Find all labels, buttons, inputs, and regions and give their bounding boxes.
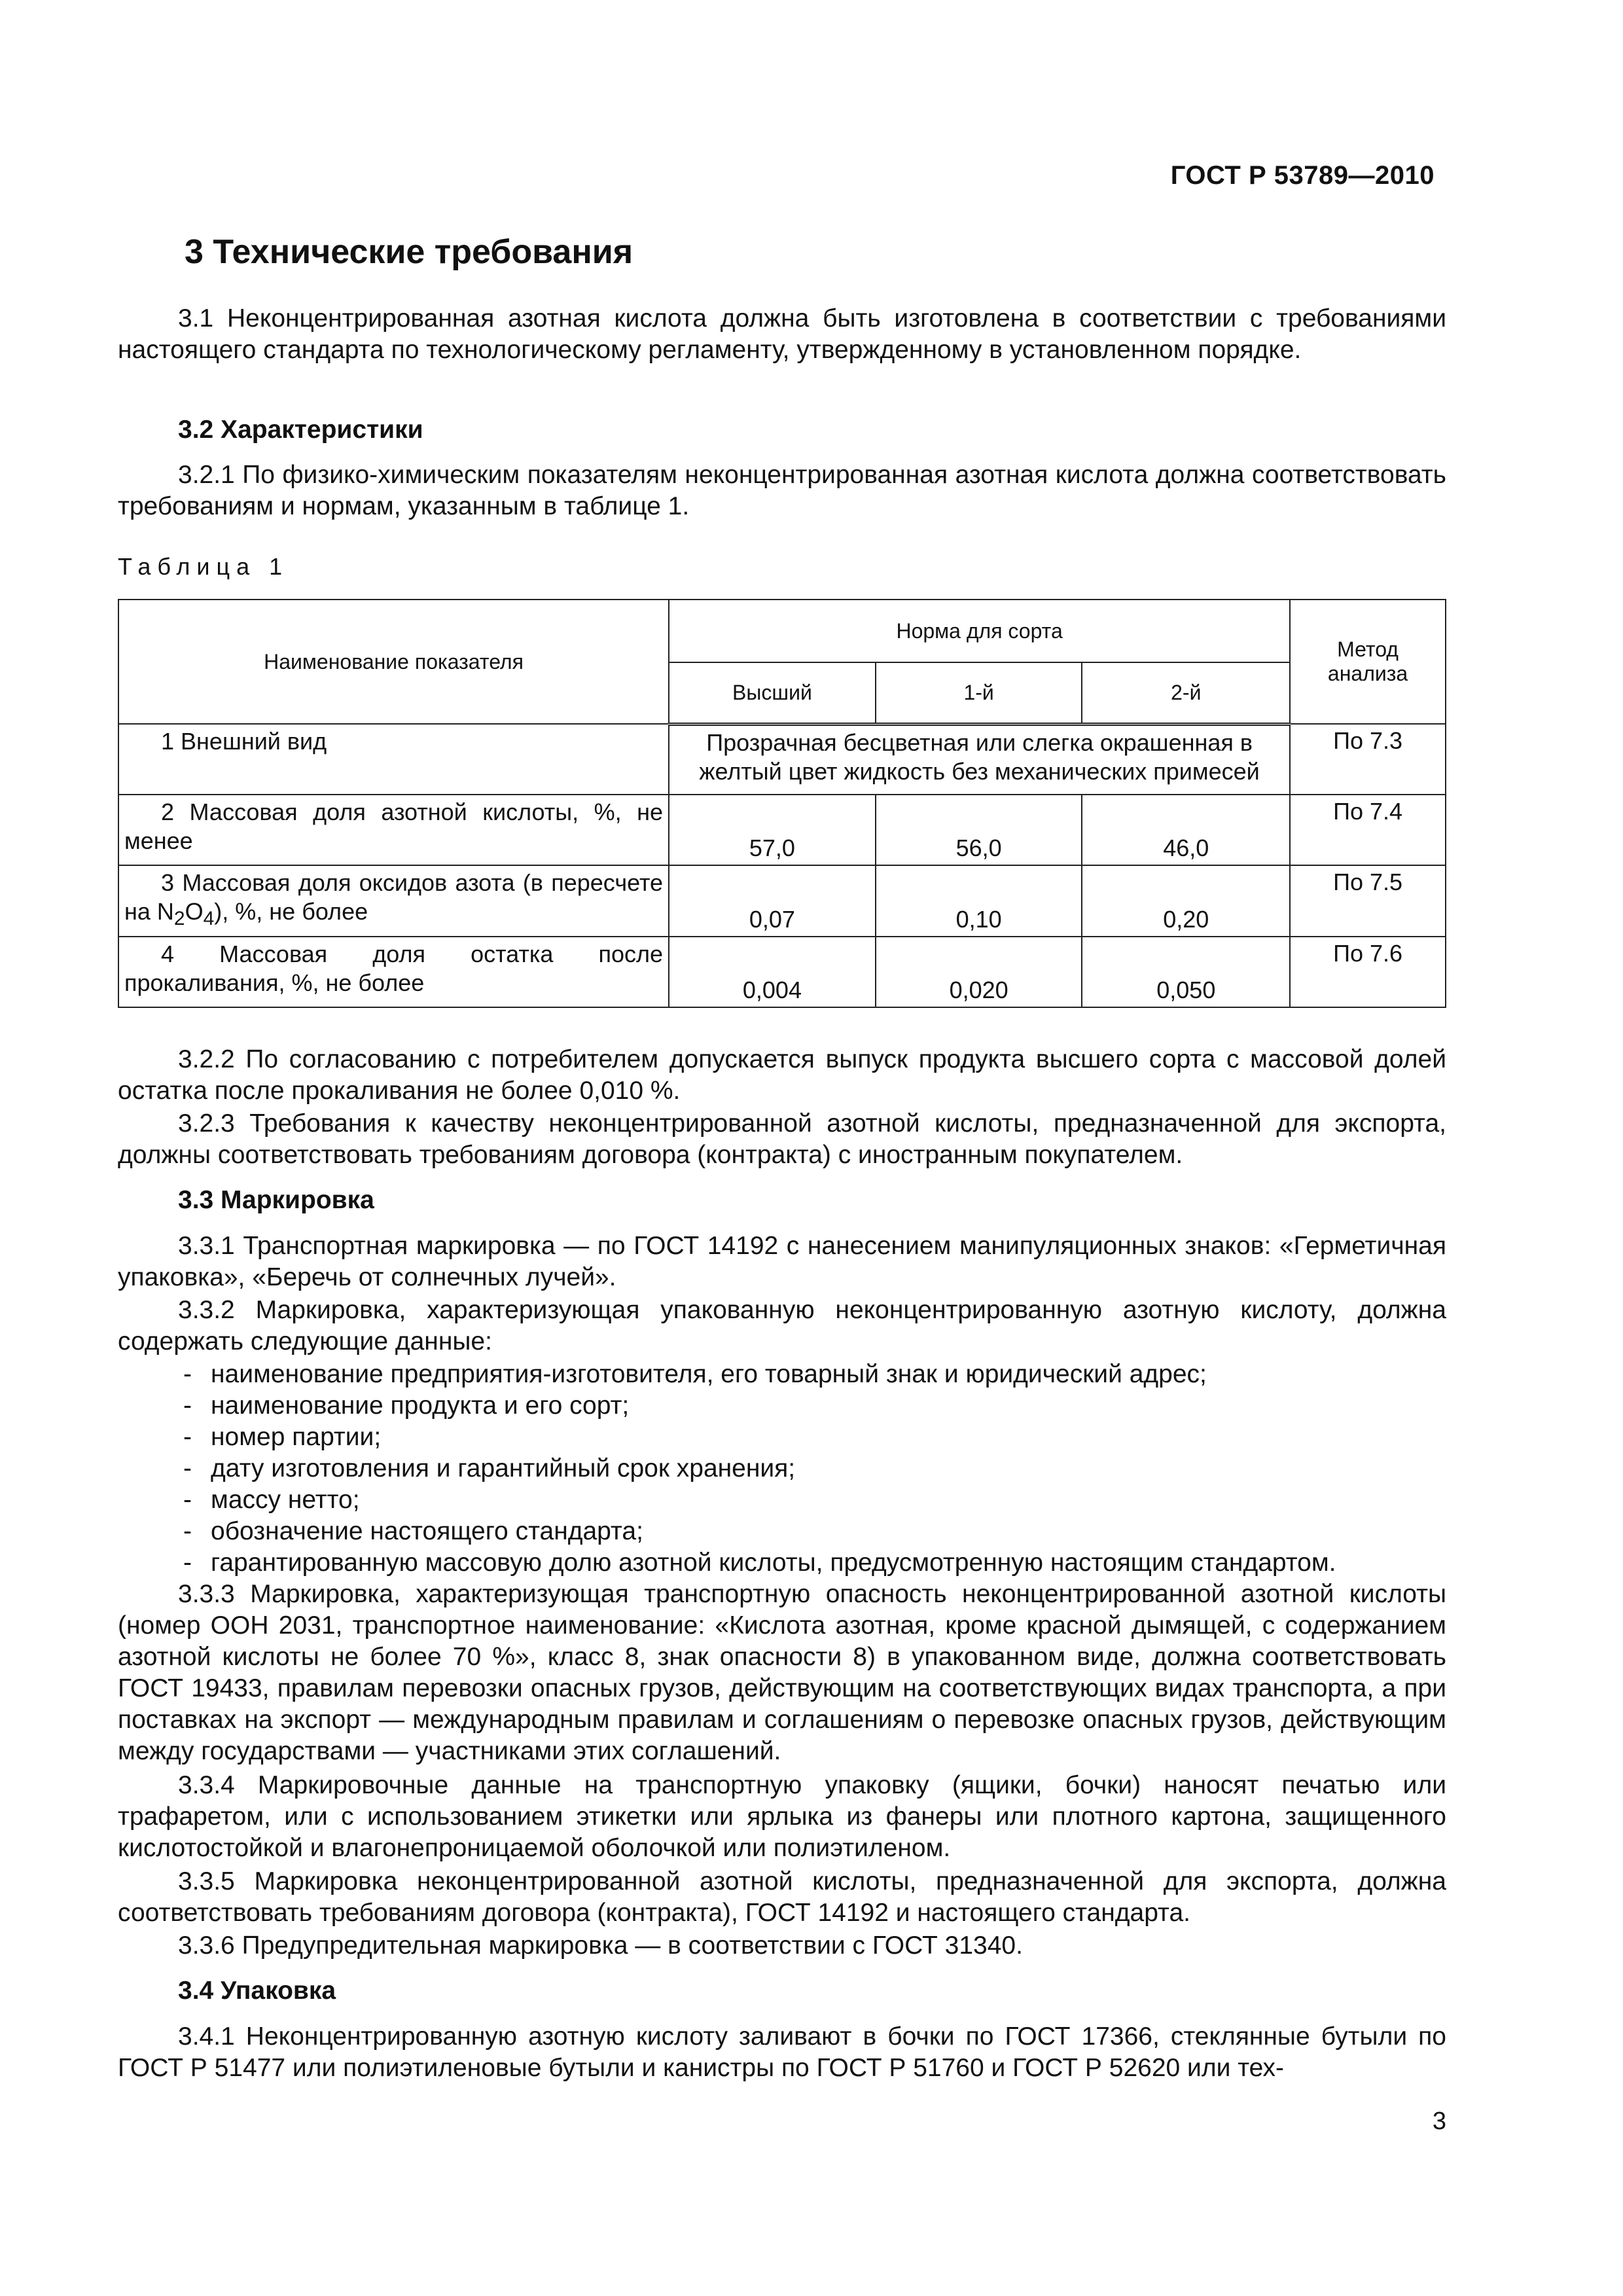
specification-table <box>118 599 1446 1008</box>
paragraph-3-4-1: 3.4.1 Неконцентрированную азотную кислоту заливают в бочки по ГОСТ 17366, стеклянные бутыли по ГОСТ Р 51477 или полиэтиленовые бутыли и канистры по ГОСТ Р 51760 и ГОСТ Р 52620 или тех- <box>118 2022 1446 2082</box>
list-item: - наименование предприятия-изготовителя, его товарный знак и юридический адрес; <box>183 1360 1207 1388</box>
row-merged-value: Прозрачная бесцветная или слегка окрашенная в желтый цвет жидкость без механических примесей <box>669 724 1290 795</box>
table-row <box>118 724 1446 795</box>
page-number: 3 <box>1432 2108 1446 2135</box>
paragraph-3-3-5: 3.3.5 Маркировка неконцентрированной азотной кислоты, предназначенной для экспорта, должна соответствовать требованиям договора (контракта), ГОСТ 14192 и настоящего стандарта. <box>118 1867 1446 1927</box>
row-name: 4 Массовая доля остатка после прокаливания, %, не более <box>118 937 669 1007</box>
row-value-top: 0,004 <box>669 937 876 1007</box>
section-title: 3 Технические требования <box>185 233 633 271</box>
paragraph-3-1: 3.1 Неконцентрированная азотная кислота должна быть изготовлена в соответствии с требованиями настоящего стандарта по технологическому регламенту, утвержденному в установленном порядке. <box>118 304 1446 364</box>
column-header-grade-2: 2-й <box>1082 662 1290 724</box>
column-header-grade-top: Высший <box>669 662 876 724</box>
paragraph-3-3-1: 3.3.1 Транспортная маркировка — по ГОСТ 14192 с нанесением манипуляционных знаков: «Герметичная упаковка», «Беречь от солнечных лучей». <box>118 1232 1446 1291</box>
paragraph-3-2-1: 3.2.1 По физико-химическим показателям неконцентрированная азотная кислота должна соответствовать требованиям и нормам, указанным в таблице 1. <box>118 461 1446 520</box>
list-item: - гарантированную массовую долю азотной кислоты, предусмотренную настоящим стандартом. <box>183 1549 1336 1577</box>
list-item: - наименование продукта и его сорт; <box>183 1391 630 1420</box>
row-name: 1 Внешний вид <box>118 724 669 795</box>
paragraph-3-3-6: 3.3.6 Предупредительная маркировка — в соответствии с ГОСТ 31340. <box>178 1931 1023 1960</box>
row-name: 2 Массовая доля азотной кислоты, %, не менее <box>118 795 669 865</box>
table-caption: Таблица 1 <box>118 553 289 580</box>
row-method: По 7.4 <box>1290 795 1446 865</box>
row-value-2: 0,050 <box>1082 937 1290 1007</box>
row-method: По 7.3 <box>1290 724 1446 795</box>
list-item: - дату изготовления и гарантийный срок хранения; <box>183 1454 796 1482</box>
column-header-norm: Норма для сорта <box>669 600 1290 662</box>
paragraph-3-3-3: 3.3.3 Маркировка, характеризующая транспортную опасность неконцентрированной азотной кислоты (номер ООН 2031, транспортное наименование: «Кислота азотная, кроме красной дымящей, с содержанием азотной кислоты не более 70 %», класс 8, знак опасности 8) в упакованном виде, должна соответствовать ГОСТ 19433, правилам перевозки опасных грузов, действующим на соответствующих видах транспорта, а при поставках на экспорт — международным правилам и соглашениям о перевозке опасных грузов, действующим между государствами — участниками этих соглашений. <box>118 1580 1446 1765</box>
column-header-name: Наименование показателя <box>118 600 669 724</box>
paragraph-3-3-4: 3.3.4 Маркировочные данные на транспортную упаковку (ящики, бочки) наносят печатью или трафаретом, или с использованием этикетки или ярлыка из фанеры или плотного картона, защищенного кислотостойкой и влагонепроницаемой оболочкой или полиэтиленом. <box>118 1771 1446 1862</box>
row-value-1: 0,10 <box>876 865 1082 937</box>
table-row <box>118 865 1446 937</box>
document-code: ГОСТ Р 53789—2010 <box>1170 161 1435 190</box>
subsection-heading-3-4: 3.4 Упаковка <box>178 1977 336 2005</box>
paragraph-3-2-3: 3.2.3 Требования к качеству неконцентрированной азотной кислоты, предназначенной для экспорта, должны соответствовать требованиям договора (контракта) с иностранным покупателем. <box>118 1109 1446 1169</box>
row-value-top: 57,0 <box>669 795 876 865</box>
row-value-2: 46,0 <box>1082 795 1290 865</box>
column-header-method: Метод анализа <box>1290 600 1446 724</box>
row-value-top: 0,07 <box>669 865 876 937</box>
table-row <box>118 937 1446 1007</box>
row-value-1: 56,0 <box>876 795 1082 865</box>
row-method: По 7.6 <box>1290 937 1446 1007</box>
column-header-grade-1: 1-й <box>876 662 1082 724</box>
subsection-heading-3-3: 3.3 Маркировка <box>178 1186 374 1214</box>
list-item: - массу нетто; <box>183 1486 360 1514</box>
marking-data-list <box>118 1359 1446 1579</box>
subsection-heading-3-2: 3.2 Характеристики <box>178 416 423 444</box>
row-value-2: 0,20 <box>1082 865 1290 937</box>
table-row <box>118 795 1446 865</box>
paragraph-3-2-2: 3.2.2 По согласованию с потребителем допускается выпуск продукта высшего сорта с массовой долей остатка после прокаливания не более 0,010 %. <box>118 1045 1446 1105</box>
list-item: - номер партии; <box>183 1423 382 1451</box>
row-value-1: 0,020 <box>876 937 1082 1007</box>
row-name: 3 Массовая доля оксидов азота (в пересчете на $N_2O_4$), %, не более <box>118 865 669 937</box>
row-method: По 7.5 <box>1290 865 1446 937</box>
paragraph-3-3-2: 3.3.2 Маркировка, характеризующая упакованную неконцентрированную азотную кислоту, должна содержать следующие данные: <box>118 1296 1446 1355</box>
list-item: - обозначение настоящего стандарта; <box>183 1517 643 1545</box>
